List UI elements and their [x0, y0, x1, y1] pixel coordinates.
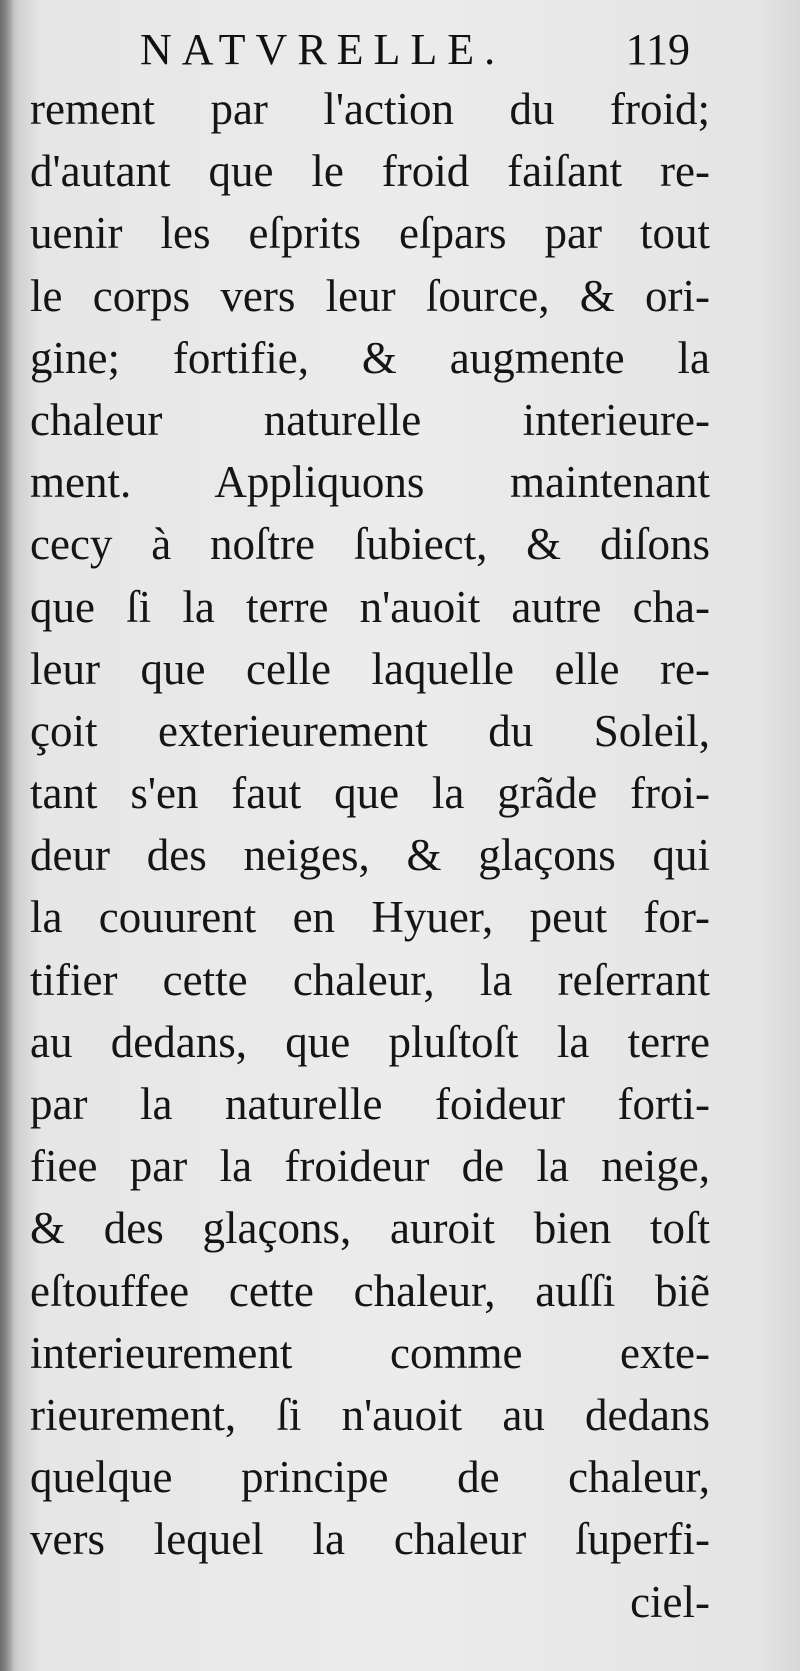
- text-line: gine; fortifie, & augmente la: [30, 332, 710, 383]
- text-line: le corps vers leur ſource, & ori-: [30, 270, 710, 321]
- text-line: que ſi la terre n'auoit autre cha-: [30, 581, 710, 632]
- text-line: deur des neiges, & glaçons qui: [30, 830, 710, 881]
- catchword: ciel-: [630, 1576, 710, 1627]
- running-head-title: NATVRELLE.: [140, 25, 506, 74]
- text-line: ment. Appliquons maintenant: [30, 457, 710, 508]
- text-line: tant s'en faut que la grãde froi-: [30, 768, 710, 819]
- text-line: çoit exterieurement du Soleil,: [30, 705, 710, 756]
- gutter-shadow: [0, 0, 14, 1671]
- text-line: au dedans, que pluſtoſt la terre: [30, 1016, 710, 1067]
- running-head: [0, 20, 800, 80]
- page-number: 119: [625, 25, 690, 74]
- text-line: uenir les eſprits eſpars par tout: [30, 208, 710, 259]
- text-line: quelque principe de chaleur,: [30, 1452, 710, 1503]
- text-line: vers lequel la chaleur ſuperfi-: [30, 1514, 710, 1565]
- text-line: d'autant que le froid faiſant re-: [30, 146, 710, 197]
- text-line: rieurement, ſi n'auoit au dedans: [30, 1389, 710, 1440]
- text-line: & des glaçons, auroit bien toſt: [30, 1203, 710, 1254]
- text-line: eſtouffee cette chaleur, auſſi biẽ: [30, 1265, 710, 1316]
- text-line: chaleur naturelle interieure-: [30, 394, 710, 445]
- text-line: interieurement comme exte-: [30, 1327, 710, 1378]
- body-text: [30, 78, 710, 1633]
- text-line: cecy à noſtre ſubiect, & diſons: [30, 519, 710, 570]
- text-line: par la naturelle foideur forti-: [30, 1079, 710, 1129]
- text-line: tifier cette chaleur, la reſerrant: [30, 954, 710, 1005]
- text-line: la couurent en Hyuer, peut for-: [30, 892, 710, 943]
- text-line: rement par l'action du froid;: [30, 84, 710, 134]
- text-line: leur que celle laquelle elle re-: [30, 643, 710, 694]
- text-line: fiee par la froideur de la neige,: [30, 1141, 710, 1192]
